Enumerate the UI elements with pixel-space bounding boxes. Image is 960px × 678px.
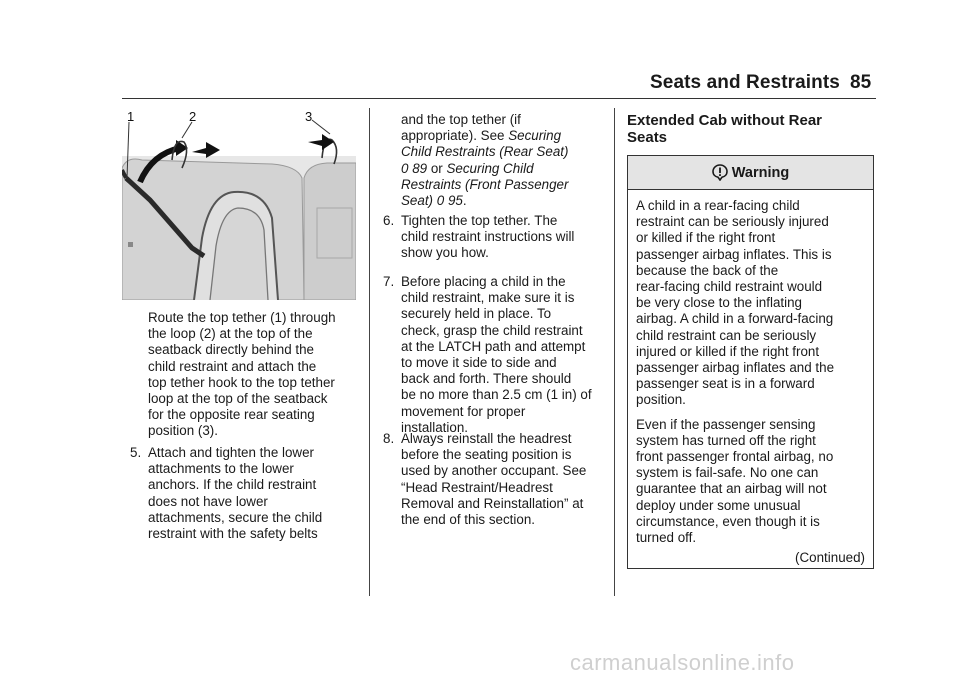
text-line: does not have lower [148, 493, 268, 509]
step-number: 5. [130, 445, 142, 460]
rear-seat-reference[interactable]: Child Restraints (Rear Seat) [401, 144, 569, 160]
step-6 [383, 213, 613, 263]
heading-line: Seats [627, 129, 668, 146]
column-divider-right [614, 108, 615, 596]
warning-box [627, 155, 874, 569]
heading-line: Extended Cab without Rear [627, 112, 823, 129]
step-body [401, 274, 592, 436]
callout-3: 3 [305, 109, 313, 124]
text-line: passenger seat is in a forward [636, 376, 815, 392]
text-line [401, 128, 613, 144]
callout-2: 2 [189, 109, 197, 124]
warning-paragraph [636, 417, 872, 547]
text-line: Before placing a child in the [401, 274, 566, 289]
text-line: the end of this section. [401, 512, 535, 528]
text-line: child restraint instructions will [401, 229, 575, 245]
text-line [401, 177, 613, 193]
text-line: movement for proper [401, 403, 526, 419]
text-line: position (3). [148, 423, 218, 439]
front-seat-reference[interactable]: Seat) [401, 193, 434, 209]
text-line: installation. [401, 419, 468, 435]
text-line: used by another occupant. See [401, 463, 587, 479]
text-line: airbag. A child in a forward-facing [636, 311, 834, 327]
text-line: “Head Restraint/Headrest [401, 479, 553, 495]
text-line: injured or killed if the right front [636, 343, 820, 359]
text-line: because the back of the [636, 262, 779, 278]
step-number: 6. [383, 213, 395, 228]
text-line: or killed if the right front [636, 230, 776, 246]
text-line: show you how. [401, 245, 489, 261]
warning-icon [712, 164, 728, 181]
text-line: passenger airbag inflates and the [636, 360, 835, 376]
step-number: 8. [383, 431, 395, 446]
step-5 [130, 445, 368, 545]
text-line: loop at the top of the seatback [148, 391, 328, 407]
step-body [148, 445, 322, 542]
text-line: Tighten the top tether. The [401, 213, 558, 228]
text-line: passenger airbag inflates. This is [636, 246, 832, 262]
step-5-continuation [401, 112, 613, 209]
text-line: guarantee that an airbag will not [636, 481, 827, 497]
text-line: top tether hook to the top tether [148, 374, 335, 390]
text-line: be very close to the inflating [636, 295, 802, 311]
step-body [401, 213, 574, 262]
text-line: and the top tether (if [401, 112, 521, 127]
section-title: Seats and Restraints [650, 72, 840, 93]
text-line: Attach and tighten the lower [148, 445, 315, 460]
text-line: Always reinstall the headrest [401, 431, 572, 446]
or-text: or [430, 160, 443, 176]
page-number: 85 [850, 72, 872, 93]
text-line: before the seating position is [401, 447, 572, 463]
rear-seat-reference[interactable]: Securing [508, 128, 562, 144]
text-line: position. [636, 392, 686, 408]
front-seat-reference[interactable]: Restraints (Front Passenger [401, 176, 569, 192]
text-line [401, 144, 613, 160]
text-line: at the LATCH path and attempt [401, 338, 586, 354]
step-number: 7. [383, 274, 395, 289]
warning-header [628, 156, 873, 190]
warning-title: Warning [731, 164, 790, 181]
text-line: child restraint can be seriously [636, 327, 817, 343]
step-body [401, 431, 586, 528]
text-line: for the opposite rear seating [148, 407, 315, 423]
page-ref-icon: 0 [401, 160, 409, 176]
text-line: Even if the passenger sensing [636, 416, 816, 432]
text-line: check, grasp the child restraint [401, 322, 583, 338]
tether-illustration [122, 108, 356, 300]
text-line: attachments, secure the child [148, 509, 323, 525]
header-rule [122, 98, 876, 99]
text-line: Route the top tether (1) through [148, 310, 336, 325]
callout-1: 1 [127, 109, 135, 124]
text-line: back and forth. There should [401, 371, 572, 387]
text-line: securely held in place. To [401, 306, 552, 322]
continued-label: (Continued) [795, 550, 865, 565]
text-line: circumstance, even though it is [636, 513, 820, 529]
text-line: restraint with the safety belts [148, 526, 318, 542]
page-link-89[interactable]: 89 [412, 160, 428, 176]
warning-paragraph [636, 198, 872, 409]
warning-body [636, 198, 872, 554]
text-line: the loop (2) at the top of the [148, 326, 313, 342]
text-line: Removal and Reinstallation” at [401, 495, 584, 511]
text-line: to move it side to side and [401, 355, 557, 371]
text-line: seatback directly behind the [148, 342, 314, 358]
front-seat-reference[interactable]: Securing Child [446, 160, 534, 176]
text-line: system is fail-safe. No one can [636, 465, 819, 481]
page-ref-icon: 0 [436, 193, 445, 209]
text-line: deploy under some unusual [636, 497, 801, 513]
text-line: be no more than 2.5 cm (1 in) of [401, 387, 592, 403]
text-line: restraint can be seriously injured [636, 214, 829, 230]
page-link-95[interactable]: 95 [447, 193, 463, 209]
see-text: appropriate). See [401, 128, 509, 144]
tether-illustration-drawing [122, 108, 356, 300]
text-line: system has turned off the right [636, 432, 816, 448]
tether-routing-text [148, 310, 370, 440]
text-line: A child in a rear-facing child [636, 198, 800, 213]
text-line: child restraint and attach the [148, 358, 317, 374]
step-8 [383, 431, 613, 531]
text-line: attachments to the lower [148, 461, 294, 477]
watermark: carmanualsonline.info [570, 650, 795, 675]
section-heading [627, 112, 877, 146]
text-line: anchors. If the child restraint [148, 477, 317, 493]
text-line: front passenger frontal airbag, no [636, 449, 834, 465]
step-7 [383, 274, 613, 439]
text-line: rear-facing child restraint would [636, 279, 823, 295]
text-line: turned off. [636, 530, 697, 546]
text-line [401, 161, 613, 177]
text-line: child restraint, make sure it is [401, 290, 575, 306]
text-line: Seat) 0 95. [401, 193, 467, 209]
